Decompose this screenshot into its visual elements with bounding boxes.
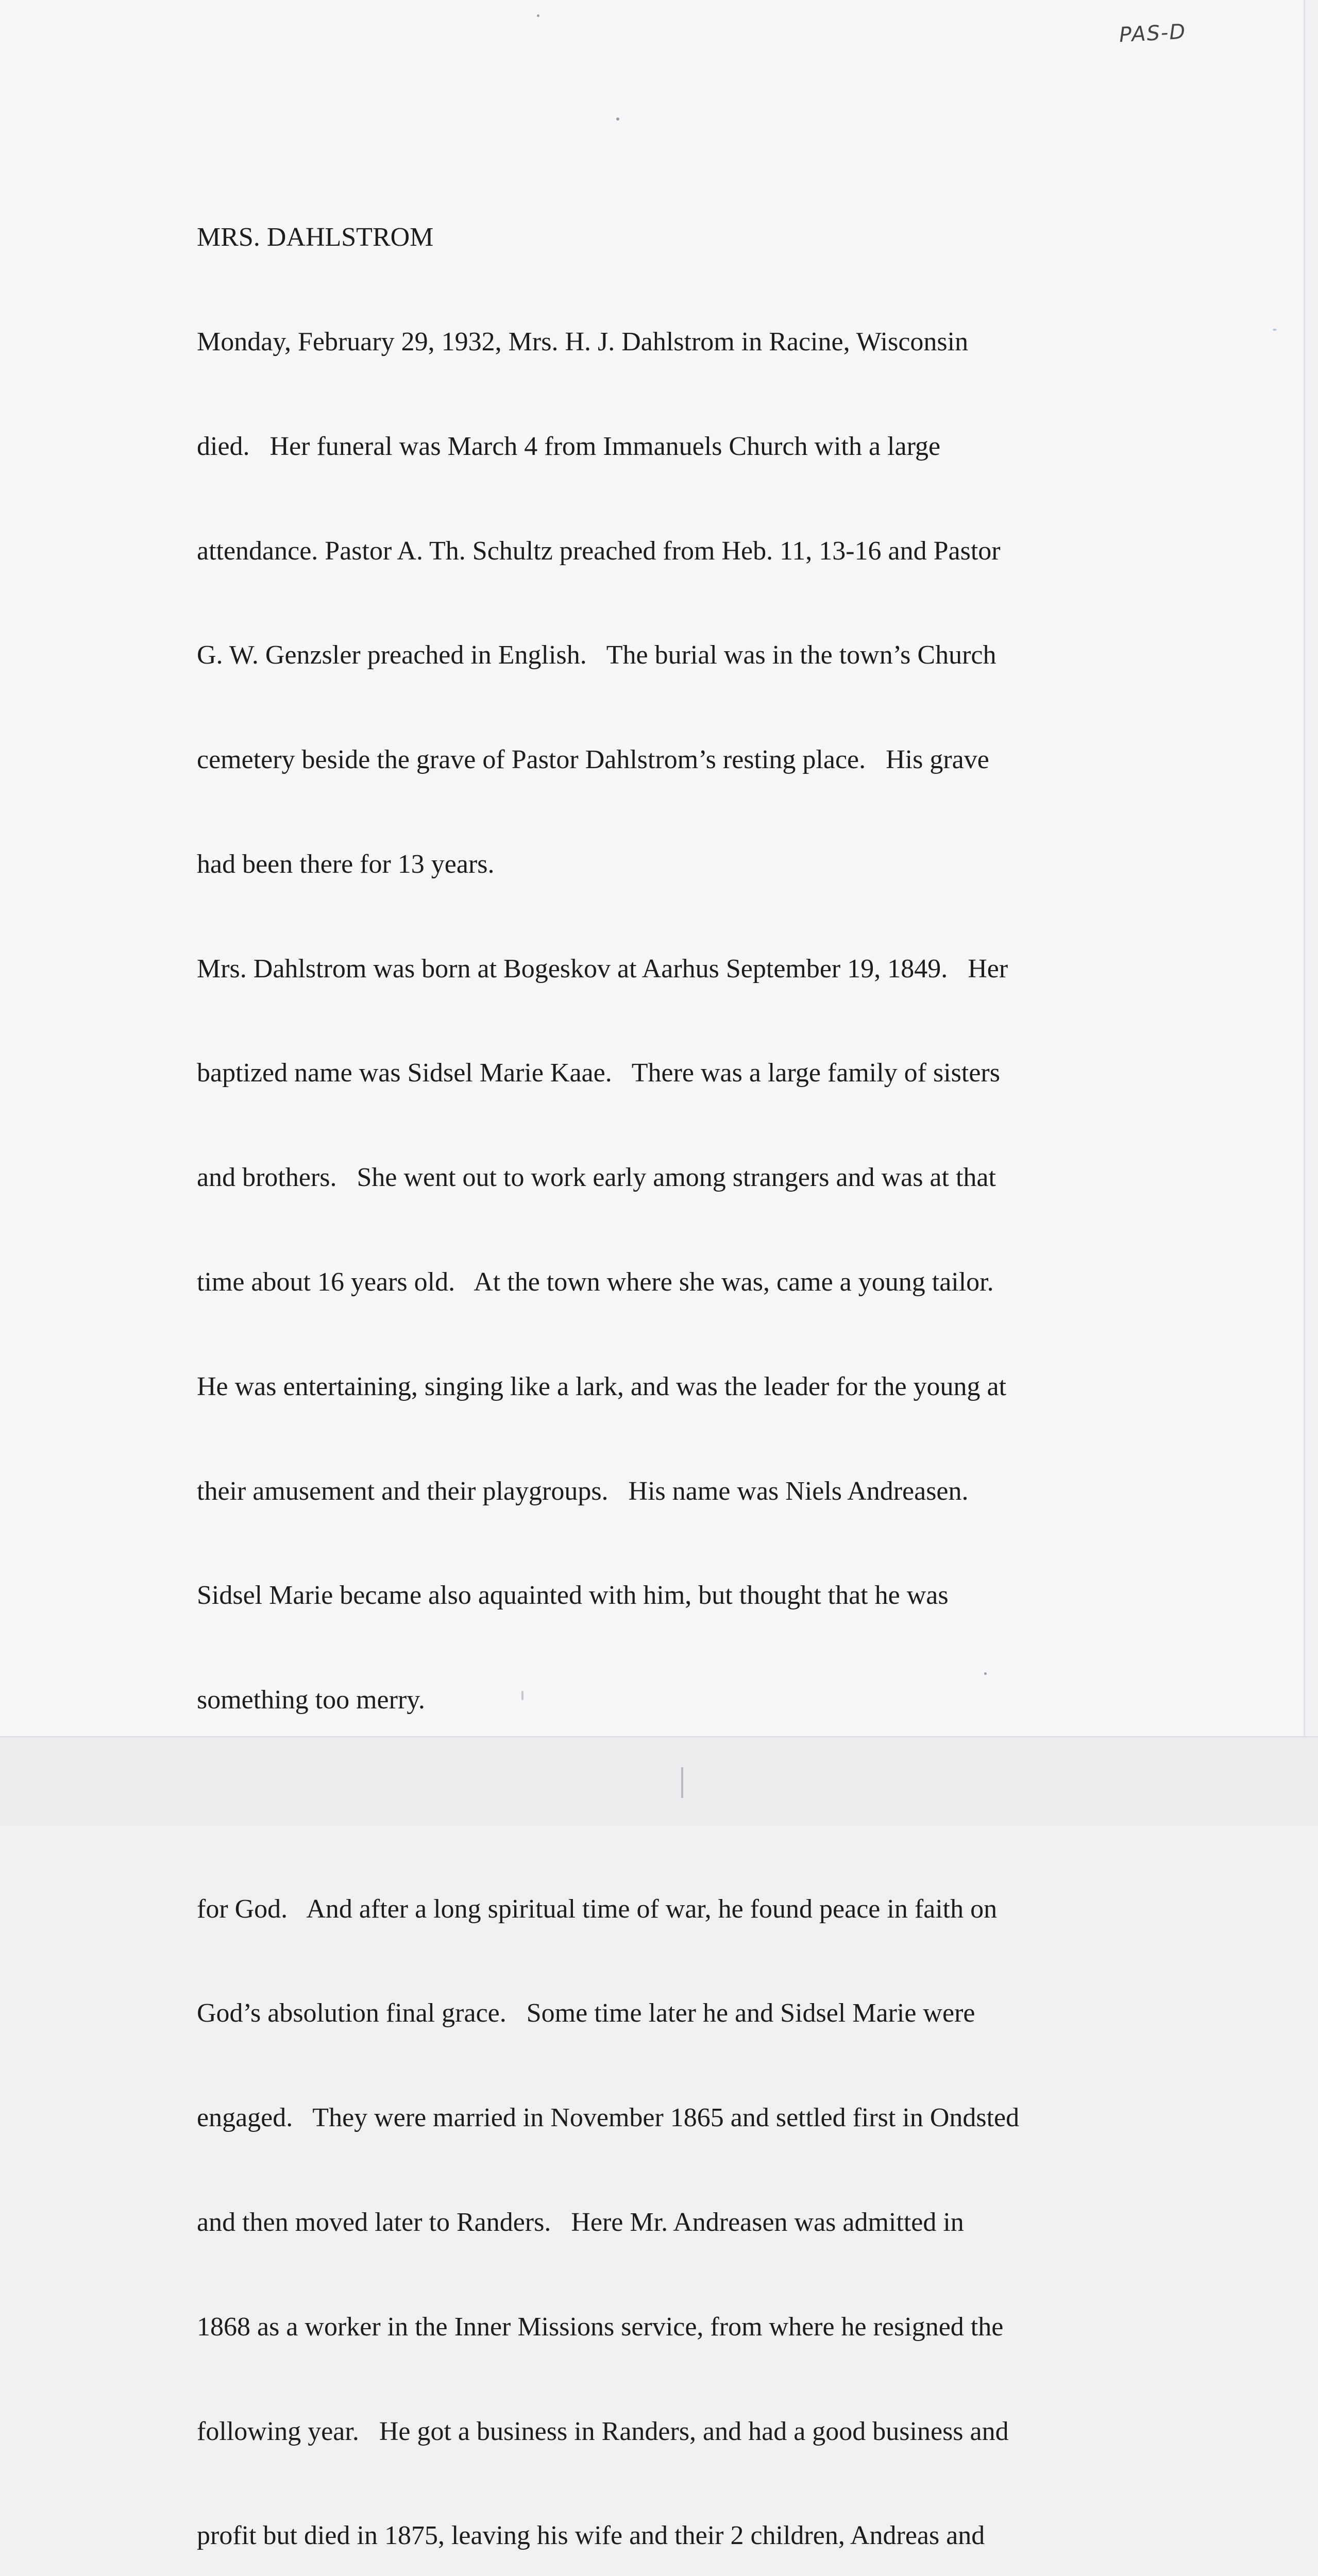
scan-speck — [681, 1767, 683, 1798]
text-line: attendance. Pastor A. Th. Schultz preached from Heb. 11, 13-16 and Pastor — [197, 536, 1001, 566]
obituary-text — [197, 150, 1124, 2576]
scan-speck — [1273, 329, 1277, 331]
text-line: and then moved later to Randers. Here Mr. Andreasen was admitted in — [197, 2208, 964, 2238]
text-line: Sidsel Marie became also aquainted with him, but thought that he was — [197, 1581, 949, 1611]
text-line: cemetery beside the grave of Pastor Dahlstrom’s resting place. His grave — [197, 745, 989, 775]
scan-bottom-margin — [0, 1736, 1318, 1826]
text-line: Mrs. Dahlstrom was born at Bogeskov at Aarhus September 19, 1849. Her — [197, 954, 1008, 984]
text-line: time about 16 years old. At the town where she was, came a young tailor. — [197, 1267, 994, 1297]
text-line: had been there for 13 years. — [197, 849, 495, 879]
scan-speck — [537, 14, 539, 17]
text-line: engaged. They were married in November 1865 and settled first in Ondsted — [197, 2103, 1020, 2133]
scan-speck — [984, 1672, 987, 1675]
text-line: something too merry. — [197, 1685, 425, 1715]
text-line: baptized name was Sidsel Marie Kaae. There was a large family of sisters — [197, 1058, 1000, 1088]
scan-speck — [521, 1691, 523, 1700]
page-code-annotation: PAS-D — [1118, 20, 1187, 47]
text-line: profit but died in 1875, leaving his wife and their 2 children, Andreas and — [197, 2521, 985, 2551]
text-line: 1868 as a worker in the Inner Missions service, from where he resigned the — [197, 2312, 1004, 2342]
text-line: for God. And after a long spiritual time of war, he found peace in faith on — [197, 1894, 998, 1924]
document-title: MRS. DAHLSTROM — [197, 223, 434, 252]
text-line: Monday, February 29, 1932, Mrs. H. J. Dahlstrom in Racine, Wisconsin — [197, 327, 969, 357]
text-line: and brothers. She went out to work early among strangers and was at that — [197, 1163, 996, 1193]
text-line: G. W. Genzsler preached in English. The burial was in the town’s Church — [197, 640, 996, 670]
text-line: their amusement and their playgroups. His name was Niels Andreasen. — [197, 1476, 969, 1506]
text-line: He was entertaining, singing like a lark, and was the leader for the young at — [197, 1371, 1007, 1401]
text-line: God’s absolution final grace. Some time later he and Sidsel Marie were — [197, 1998, 975, 2028]
text-line: following year. He got a business in Randers, and had a good business and — [197, 2416, 1009, 2446]
text-line: died. Her funeral was March 4 from Immanuels Church with a large — [197, 431, 941, 461]
scan-speck — [616, 117, 619, 121]
